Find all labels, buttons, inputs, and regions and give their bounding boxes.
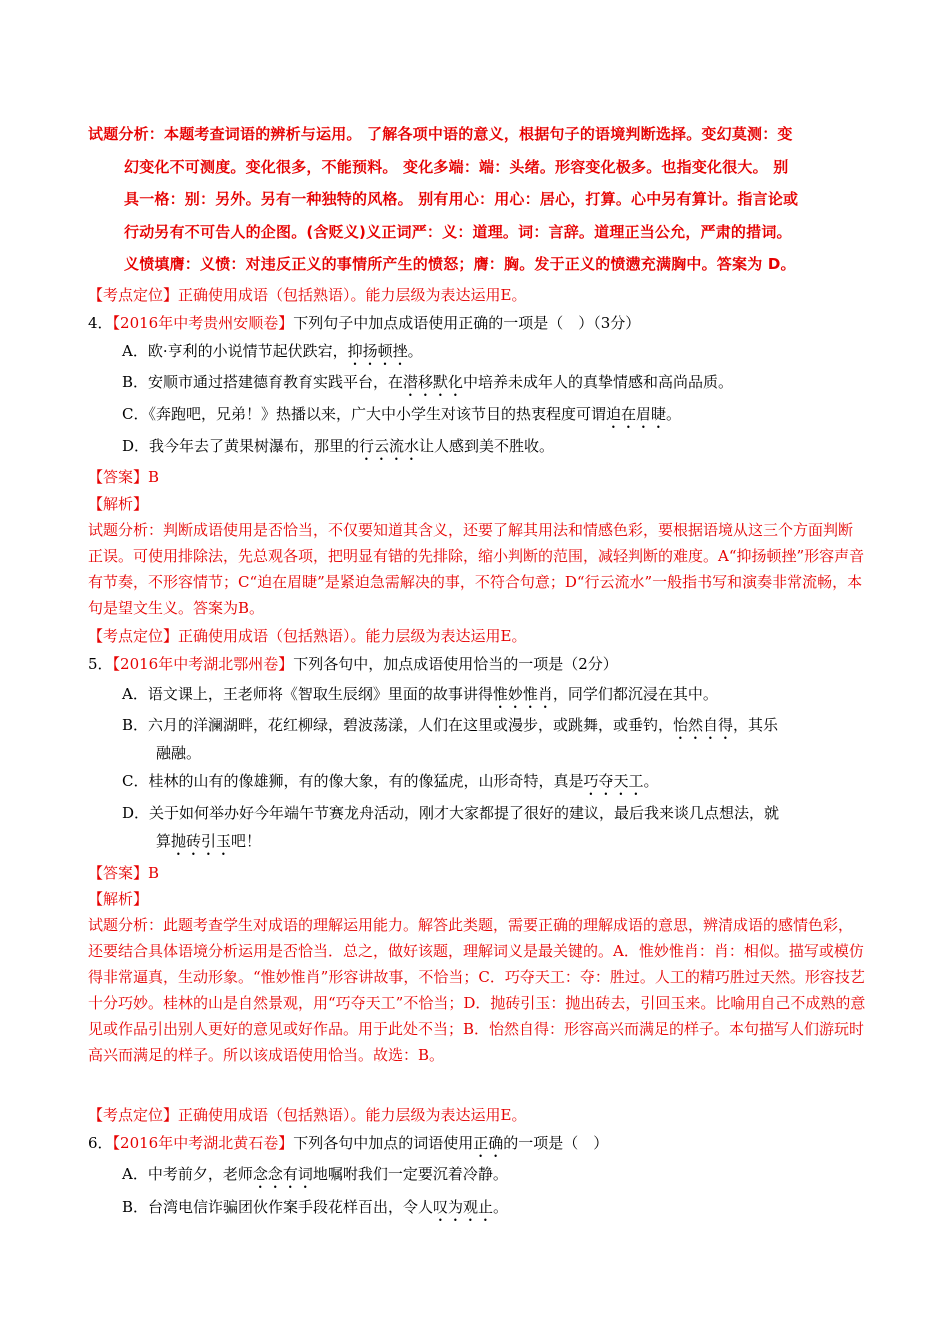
option-d-cont xyxy=(156,830,261,859)
option-text: 中培养未成年人的真挚情感和高尚品质。 xyxy=(463,373,734,391)
option-b xyxy=(122,714,778,743)
prev-analysis-line: 幻变化不可测度。变化很多，不能预料。 变化多端：端：头绪。形容变化极多。也指变化很大。 别 xyxy=(124,157,789,176)
prev-analysis-line: 义愤填膺：义愤：对违反正义的事情所产生的愤怒；膺：胸。发于正义的愤懑充满胸中。答案为 D。 xyxy=(124,255,796,273)
dotted-word: 正确 xyxy=(473,1134,504,1152)
option-text: C．《奔跑吧，兄弟！》热播以来，广大中小学生对该节目的热衷程度可谓 xyxy=(122,405,606,423)
kaodian: 【考点定位】正确使用成语（包括熟语）。能力层级为表达运用E。 xyxy=(88,286,527,304)
option-text: B．安顺市通过搭建德育教育实践平台，在 xyxy=(122,373,404,391)
prev-analysis xyxy=(88,118,866,281)
question-4-analysis: 试题分析：判断成语使用是否恰当，不仅要知道其含义，还要了解其用法和情感色彩，要根据语境从这三个方面判断正误。可使用排除法，先总观各项，把明显有错的先排除，缩小判断的范围，减轻判断的难度。A“抑扬顿挫”形容声音有节奏，不形容情节；C“迫在眉睫”是紧迫急需解决的事，不符合句意；D“行云流水”一般指书写和演奏非常流畅，本句是望文生义。答案为B。 xyxy=(88,521,865,617)
option-text: 地嘱咐我们一定要沉着冷静。 xyxy=(312,1165,508,1183)
option-d xyxy=(122,435,554,464)
dotted-idiom: 潜移默化 xyxy=(403,373,464,391)
option-d: D．关于如何举办好今年端午节赛龙舟活动，刚才大家都提了很好的建议，最后我来谈几点想法，就 xyxy=(122,804,780,822)
option-a xyxy=(122,340,423,369)
jiexi-label: 【解析】 xyxy=(88,495,149,513)
prev-analysis-line: 具一格：别：另外。另有一种独特的风格。 别有用心：用心：居心，打算。心中另有算计。指言论或 xyxy=(124,190,799,208)
question-source: 【2016年中考贵州安顺卷】 xyxy=(112,314,294,332)
dotted-idiom: 行云流水 xyxy=(359,437,420,455)
option-b xyxy=(122,371,733,400)
dotted-idiom: 巧夺天工 xyxy=(583,772,644,790)
dotted-idiom: 抛砖引玉 xyxy=(171,832,232,850)
question-number: 6． xyxy=(88,1134,113,1152)
question-6-stem xyxy=(88,1132,608,1161)
option-c xyxy=(122,770,659,799)
option-text: A．语文课上，王老师将《智取生辰纲》里面的故事讲得 xyxy=(122,685,493,703)
option-text: A．中考前夕，老师 xyxy=(122,1165,253,1183)
option-text: 吧！ xyxy=(231,832,262,850)
option-text: 。 xyxy=(643,772,659,790)
option-text: D．我今年去了黄果树瀑布，那里的 xyxy=(122,437,360,455)
option-c xyxy=(122,403,681,432)
option-text: C．桂林的山有的像雄狮，有的像大象，有的像猛虎，山形奇特，真是 xyxy=(122,772,584,790)
question-4-stem xyxy=(88,312,640,334)
question-text: 下列各句中，加点成语使用恰当的一项是（2分） xyxy=(293,655,618,673)
answer: 【答案】B xyxy=(88,864,160,882)
dotted-idiom: 怡然自得 xyxy=(673,716,734,734)
question-number: 5． xyxy=(88,655,113,673)
option-text: 让人感到美不胜收。 xyxy=(419,437,555,455)
option-a xyxy=(122,683,718,712)
dotted-idiom: 迫在眉睫 xyxy=(605,405,666,423)
prev-analysis-line: 行动另有不可告人的企图。(含贬义)义正词严：义：道理。词：言辞。道理正当公允，严肃的措词。 xyxy=(124,222,792,241)
dotted-idiom: 抑扬顿挫 xyxy=(347,342,408,360)
question-source: 【2016年中考湖北鄂州卷】 xyxy=(112,655,294,673)
option-a xyxy=(122,1163,508,1192)
option-b xyxy=(122,1196,508,1225)
option-text: B．六月的洋澜湖畔，花红柳绿，碧波荡漾，人们在这里或漫步，或跳舞，或垂钓， xyxy=(122,716,674,734)
question-source: 【2016年中考湖北黄石卷】 xyxy=(112,1134,294,1152)
dotted-idiom: 念念有词 xyxy=(252,1165,313,1183)
kaodian: 【考点定位】正确使用成语（包括熟语）。能力层级为表达运用E。 xyxy=(88,627,527,645)
question-text: 下列句子中加点成语使用正确的一项是（ ）（3分） xyxy=(293,314,641,332)
prev-analysis-line: 试题分析：本题考查词语的辨析与运用。 了解各项中语的意义，根据句子的语境判断选择。变幻莫测：变 xyxy=(88,125,793,143)
option-text: ，同学们都沉浸在其中。 xyxy=(552,685,718,703)
jiexi-label: 【解析】 xyxy=(88,890,149,908)
question-5-stem xyxy=(88,653,618,675)
option-text: 。 xyxy=(407,342,423,360)
kaodian: 【考点定位】正确使用成语（包括熟语）。能力层级为表达运用E。 xyxy=(88,1106,527,1124)
question-number: 4． xyxy=(88,314,113,332)
option-text: 算 xyxy=(156,832,172,850)
dotted-idiom: 惟妙惟肖 xyxy=(492,685,553,703)
option-b-cont: 融融。 xyxy=(156,744,202,762)
option-text: A．欧·亨利的小说情节起伏跌宕， xyxy=(122,342,348,360)
option-text: B．台湾电信诈骗团伙作案手段花样百出，令人 xyxy=(122,1198,434,1216)
answer: 【答案】B xyxy=(88,468,160,486)
option-text: ，其乐 xyxy=(733,716,779,734)
dotted-idiom: 叹为观止 xyxy=(433,1198,494,1216)
option-text: 。 xyxy=(493,1198,509,1216)
question-5-analysis: 试题分析：此题考查学生对成语的理解运用能力。解答此类题，需要正确的理解成语的意思，辨清成语的感情色彩，还要结合具体语境分析运用是否恰当．总之，做好该题，理解词义是最关键的。A．惟妙惟肖：肖：相似。描写或模仿得非常逼真，生动形象。“惟妙惟肖”形容讲故事，不恰当；C．巧夺天工：夺：胜过。人工的精巧胜过天然。形容技艺十分巧妙。桂林的山是自然景观，用“巧夺天工”不恰当；D．抛砖引玉：抛出砖去，引回玉来。比喻用自己不成熟的意见或作品引出别人更好的意见或好作品。用于此处不当；B．怡然自得：形容高兴而满足的样子。本句描写人们游玩时高兴而满足的样子。所以该成语使用恰当。故选：B。 xyxy=(88,916,866,1064)
question-text: 的一项是（ ） xyxy=(503,1134,609,1152)
option-text: 。 xyxy=(666,405,682,423)
question-text: 下列各句中加点的词语使用 xyxy=(293,1134,474,1152)
